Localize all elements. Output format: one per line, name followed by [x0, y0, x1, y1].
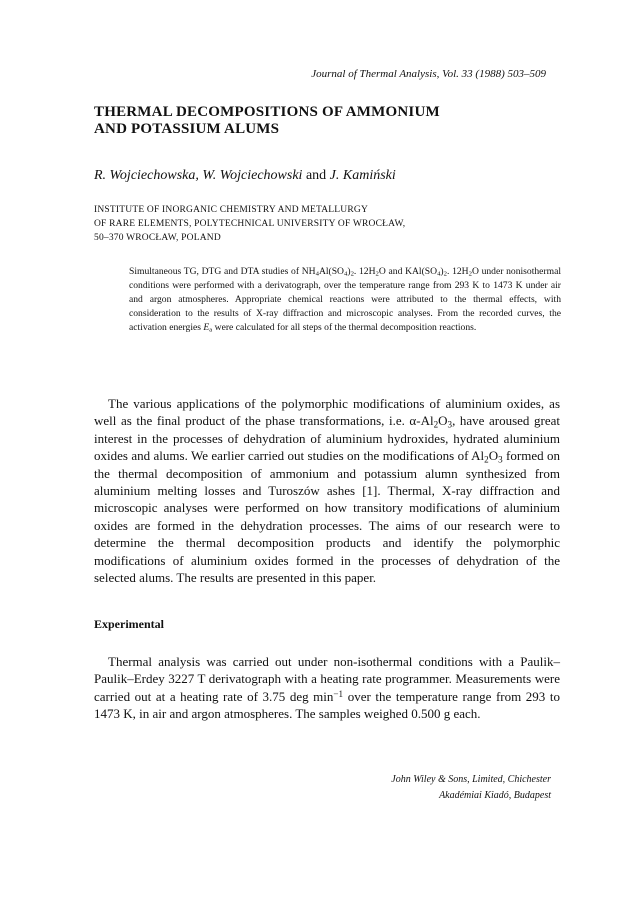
subscript: 2 [350, 270, 354, 278]
publisher-line-1: John Wiley & Sons, Limited, Chichester [391, 774, 551, 785]
section-heading-experimental: Experimental [94, 617, 164, 631]
body-text: Thermal analysis was carried out under non-isothermal conditions with a Paulik–Paulik–Erdey 3227 T derivatograph with a heating rate programmer. Measurements were carried out at a heating rate of 3.75 deg min [94, 654, 560, 704]
body-text: over the temperature range from 293 to 1473 K, in air and argon atmospheres. The samples weighed 0.500 g each. [94, 688, 560, 722]
affiliation-line-3: 50–370 WROCŁAW, POLAND [94, 233, 221, 243]
body-text: The various applications of the polymorphic modifications of aluminium oxides, as well as the final product of the phase transformations, i.e. α-Al [94, 396, 560, 429]
experimental-paragraph [94, 653, 560, 723]
subscript: 2 [433, 419, 439, 430]
author-connector: and [302, 168, 330, 183]
subscript: 2 [468, 270, 472, 278]
subscript: 2 [375, 270, 379, 278]
subscript: 4 [315, 270, 319, 278]
introduction [94, 395, 560, 586]
abstract-text: . 12H [353, 266, 376, 277]
superscript: −1 [333, 688, 344, 699]
affiliation-line-1: INSTITUTE OF INORGANIC CHEMISTRY AND METALLURGY [94, 205, 369, 215]
author-3: J. Kamiński [329, 168, 396, 183]
journal-citation: Journal of Thermal Analysis, Vol. 33 (1988) 503–509 [311, 68, 546, 80]
subscript: a [209, 326, 213, 334]
subscript: 3 [447, 419, 453, 430]
body-text: O [488, 448, 499, 464]
affiliation [94, 203, 564, 245]
abstract-text: ) [440, 266, 444, 277]
author-1: R. Wojciechowska, [94, 168, 199, 183]
subscript: 3 [498, 454, 503, 465]
publisher-footer [391, 772, 551, 804]
activation-energy-symbol: E [203, 322, 210, 333]
subscript: 4 [344, 270, 348, 278]
title-line-2: AND POTASSIUM ALUMS [94, 121, 280, 137]
subscript: 2 [484, 454, 489, 465]
abstract-text: Simultaneous TG, DTG and DTA studies of NH [129, 266, 316, 277]
abstract-text: were calculated for all steps of the thermal decomposition reactions. [212, 322, 477, 333]
publisher-line-2: Akadémiai Kiadó, Budapest [439, 790, 551, 801]
intro-paragraph [94, 395, 560, 586]
abstract-text: ) [347, 266, 351, 277]
body-text: , have aroused great interest in the processes of dehydration of aluminium hydroxides, hydrated aluminium oxides and alums. We earlier carried out studies on the modifications of Al [94, 413, 560, 464]
title-line-1: THERMAL DECOMPOSITIONS OF AMMONIUM [94, 104, 440, 120]
article-title [94, 104, 554, 138]
abstract [129, 265, 561, 335]
affiliation-line-2: OF RARE ELEMENTS, POLYTECHNICAL UNIVERSITY OF WROCŁAW, [94, 219, 406, 229]
abstract-text: O and KAl(SO [378, 266, 438, 277]
abstract-text: O under nonisothermal conditions were performed with a derivatograph, over the temperature range from 293 K to 1473 K under air and argon atmospheres. Appropriate chemical reactions were attributed to the thermal effects, with consideration to the results of X-ray diffraction and microscopic analyses. From the recorded curves, the activation energies [129, 266, 562, 333]
subscript: 2 [443, 270, 447, 278]
subscript: 4 [437, 270, 441, 278]
abstract-text: . 12H [446, 266, 469, 277]
author-list [94, 168, 396, 184]
body-text: O [438, 413, 448, 429]
abstract-text: Al(SO [318, 266, 344, 277]
experimental-section [94, 653, 560, 723]
author-2: W. Wojciechowski [202, 168, 303, 183]
body-text: formed on the thermal decomposition of ammonium and potassium alumn synthesized from aluminium melting losses and Turoszów ashes [1]. Thermal, X-ray diffraction and microscopic analyses were performed on how transitory modifications of aluminium oxides are formed in the dehydration processes. The aims of our research were to determine the thermal decomposition products and identify the polymorphic modifications of aluminium oxides formed in the processes of dehydration of the selected alums. The results are presented in this paper. [94, 448, 560, 586]
